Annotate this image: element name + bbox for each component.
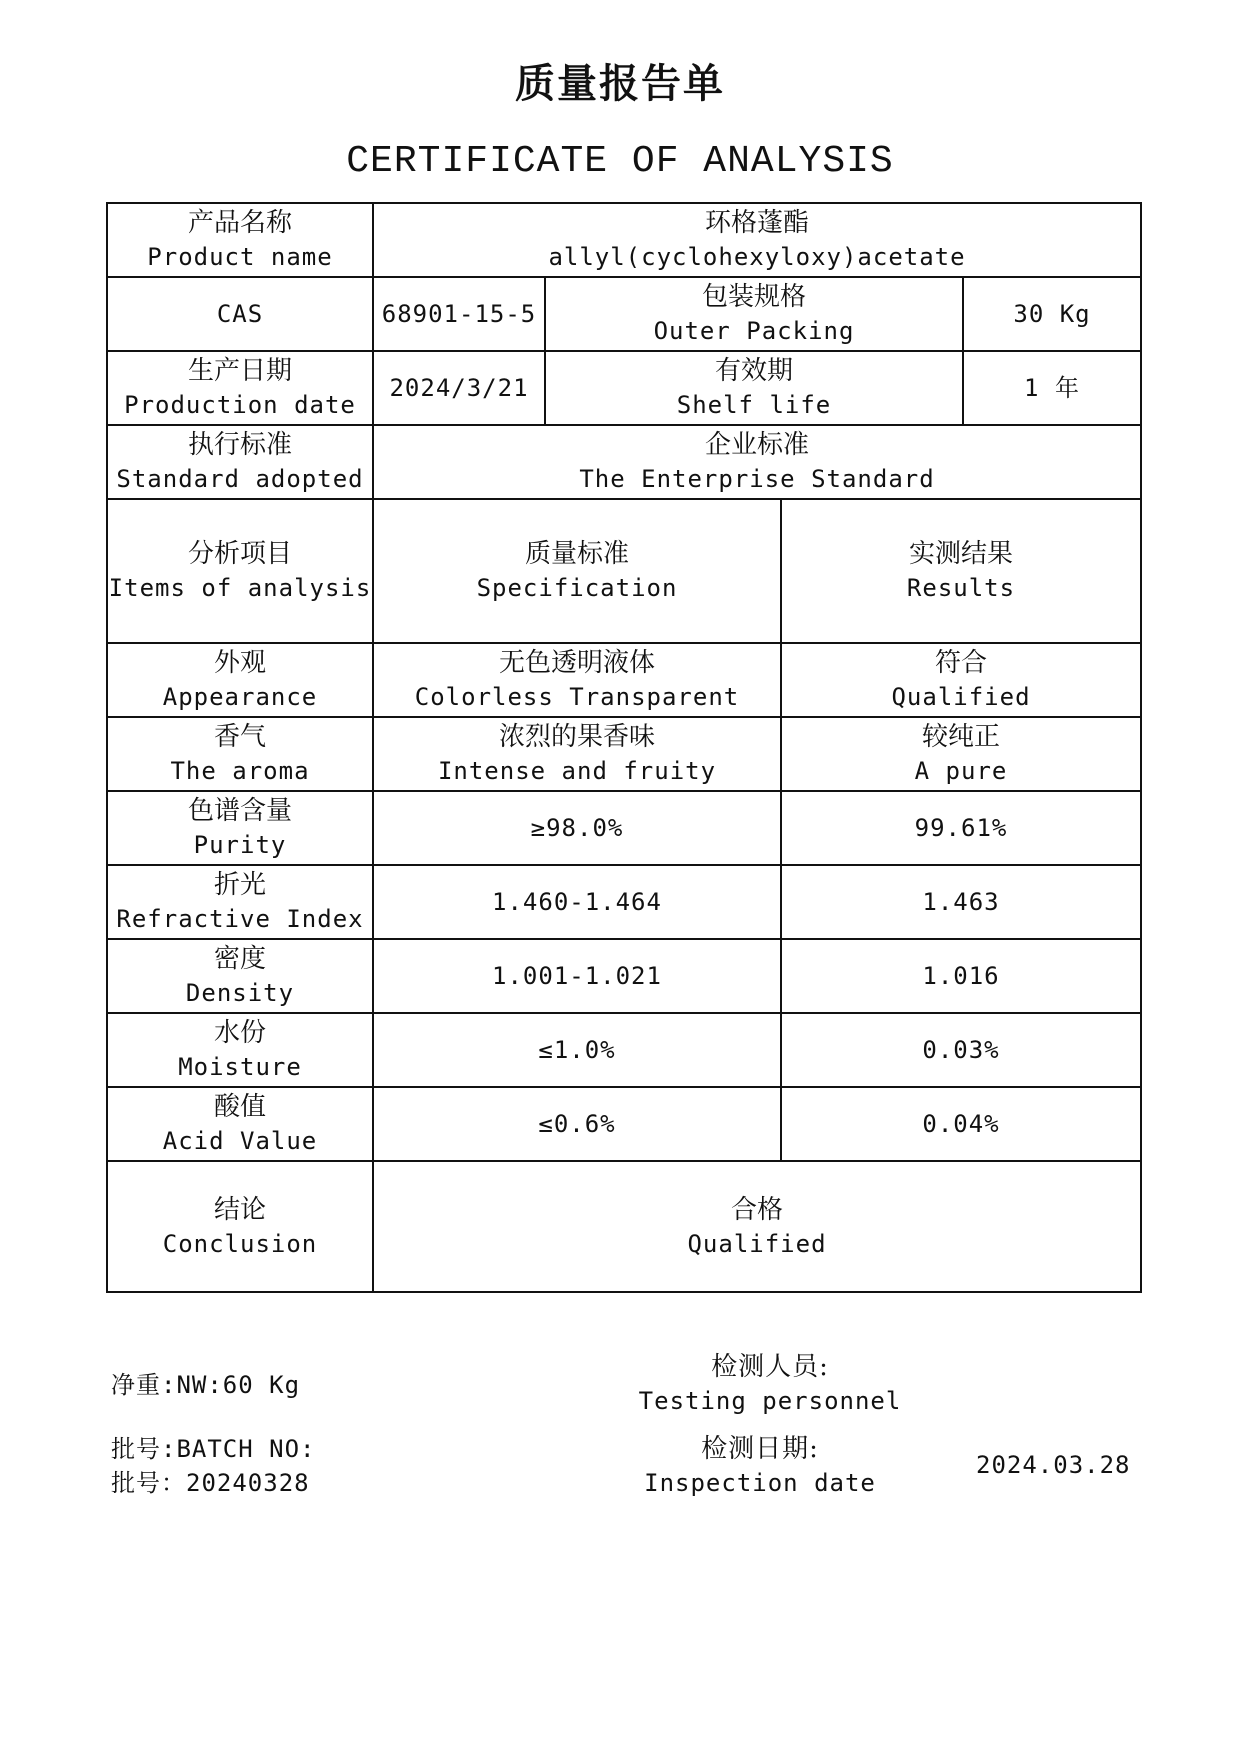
standard-label	[107, 425, 373, 499]
result-cn: 符合	[935, 648, 988, 678]
spec-value: ≤1.0%	[538, 1036, 616, 1064]
table-row	[107, 643, 1141, 717]
conclusion-label	[107, 1161, 373, 1292]
table-row	[107, 1013, 1141, 1087]
table-row	[107, 865, 1141, 939]
product-label	[107, 203, 373, 277]
shelf-life-value: 1 年	[963, 351, 1141, 425]
result-value: 99.61%	[914, 814, 1008, 842]
result-en: Qualified	[891, 683, 1031, 711]
conclusion-value-cn: 合格	[731, 1194, 784, 1225]
items-header	[107, 499, 373, 643]
spec-header-en: Specification	[476, 574, 678, 602]
product-row	[107, 203, 1141, 277]
spec-cell	[373, 791, 781, 865]
spec-cn: 浓烈的果香味	[498, 722, 655, 752]
item-cn: 密度	[213, 944, 266, 974]
result-cell	[781, 791, 1141, 865]
cas-label: CAS	[107, 277, 373, 351]
cas-value: 68901-15-5	[373, 277, 545, 351]
conclusion-label-en: Conclusion	[162, 1229, 318, 1258]
standard-label-cn: 执行标准	[187, 430, 292, 460]
production-date-label-cn: 生产日期	[187, 356, 292, 386]
standard-value-en: The Enterprise Standard	[579, 465, 935, 493]
production-date-label-en: Production date	[124, 391, 356, 419]
table-row	[107, 1087, 1141, 1161]
batch-label: 批号:BATCH NO:	[111, 1435, 316, 1463]
result-cell	[781, 1087, 1141, 1161]
result-cell	[781, 717, 1141, 791]
spec-value: 1.460-1.464	[492, 888, 662, 916]
packing-label-en: Outer Packing	[653, 317, 855, 345]
spec-cell	[373, 1013, 781, 1087]
conclusion-value-en: Qualified	[687, 1229, 827, 1258]
item-cn: 酸值	[213, 1092, 266, 1122]
item-cell	[107, 643, 373, 717]
result-value: 1.016	[922, 962, 1000, 990]
result-cell	[781, 865, 1141, 939]
inspection-label-en: Inspection date	[644, 1469, 876, 1497]
tester-block	[600, 1350, 940, 1418]
result-cell	[781, 643, 1141, 717]
results-header-cn: 实测结果	[909, 539, 1014, 569]
product-value	[373, 203, 1141, 277]
item-cn: 外观	[213, 648, 266, 678]
batch-value: 批号：20240328	[111, 1469, 310, 1497]
item-cell	[107, 717, 373, 791]
result-value: 0.04%	[922, 1110, 1000, 1138]
spec-cell	[373, 865, 781, 939]
packing-label-cn: 包装规格	[701, 282, 806, 312]
spec-header	[373, 499, 781, 643]
spec-cell	[373, 717, 781, 791]
conclusion-label-cn: 结论	[213, 1194, 266, 1225]
item-cell	[107, 1087, 373, 1161]
coa-table	[106, 202, 1142, 1293]
packing-label	[545, 277, 963, 351]
spec-cell	[373, 1087, 781, 1161]
item-cell	[107, 1013, 373, 1087]
production-date-value: 2024/3/21	[373, 351, 545, 425]
conclusion-row	[107, 1161, 1141, 1292]
items-header-en: Items of analysis	[108, 574, 372, 602]
item-cn: 水份	[213, 1018, 266, 1048]
table-row	[107, 939, 1141, 1013]
inspection-date: 2024.03.28	[976, 1451, 1131, 1479]
spec-en: Intense and fruity	[437, 757, 717, 785]
spec-cell	[373, 643, 781, 717]
item-en: Density	[185, 979, 295, 1007]
result-value: 0.03%	[922, 1036, 1000, 1064]
production-date-label	[107, 351, 373, 425]
item-cn: 色谱含量	[187, 796, 292, 826]
standard-value	[373, 425, 1141, 499]
item-en: Acid Value	[162, 1127, 318, 1155]
spec-value: ≥98.0%	[530, 814, 624, 842]
shelf-life-label-en: Shelf life	[676, 391, 832, 419]
item-en: Purity	[193, 831, 287, 859]
spec-en: Colorless Transparent	[414, 683, 740, 711]
table-row	[107, 791, 1141, 865]
spec-cn: 无色透明液体	[498, 648, 655, 678]
product-label-cn: 产品名称	[187, 208, 292, 238]
tester-label-cn: 检测人员:	[711, 1352, 829, 1382]
inspection-label-cn: 检测日期:	[701, 1434, 819, 1464]
items-header-cn: 分析项目	[187, 539, 292, 569]
conclusion-value	[373, 1161, 1141, 1292]
result-value: 1.463	[922, 888, 1000, 916]
page-title-cn: 质量报告单	[515, 60, 725, 107]
shelf-life-label	[545, 351, 963, 425]
result-cn: 较纯正	[922, 722, 1001, 752]
item-en: Moisture	[178, 1053, 302, 1081]
packing-value: 30 Kg	[963, 277, 1141, 351]
result-cell	[781, 1013, 1141, 1087]
product-label-en: Product name	[147, 243, 333, 271]
item-en: The aroma	[170, 757, 310, 785]
date-row	[107, 351, 1141, 425]
page-title-en: CERTIFICATE OF ANALYSIS	[346, 140, 894, 183]
spec-value: 1.001-1.021	[492, 962, 662, 990]
standard-label-en: Standard adopted	[116, 465, 364, 493]
analysis-header-row	[107, 499, 1141, 643]
item-cell	[107, 865, 373, 939]
table-row	[107, 717, 1141, 791]
results-header-en: Results	[906, 574, 1016, 602]
product-value-cn: 环格蓬酯	[705, 208, 810, 238]
item-cell	[107, 939, 373, 1013]
tester-label-en: Testing personnel	[638, 1387, 902, 1415]
standard-value-cn: 企业标准	[705, 430, 810, 460]
net-weight: 净重:NW:60 Kg	[111, 1371, 301, 1399]
item-cn: 折光	[213, 870, 266, 900]
shelf-life-label-cn: 有效期	[714, 356, 793, 386]
item-en: Appearance	[162, 683, 318, 711]
inspection-block	[590, 1432, 930, 1500]
result-cell	[781, 939, 1141, 1013]
spec-header-cn: 质量标准	[524, 539, 629, 569]
spec-value: ≤0.6%	[538, 1110, 616, 1138]
result-en: A pure	[914, 757, 1008, 785]
results-header	[781, 499, 1141, 643]
cas-row	[107, 277, 1141, 351]
item-cn: 香气	[213, 722, 266, 752]
item-en: Refractive Index	[116, 905, 364, 933]
spec-cell	[373, 939, 781, 1013]
standard-row	[107, 425, 1141, 499]
item-cell	[107, 791, 373, 865]
product-value-en: allyl(cyclohexyloxy)acetate	[548, 243, 966, 271]
